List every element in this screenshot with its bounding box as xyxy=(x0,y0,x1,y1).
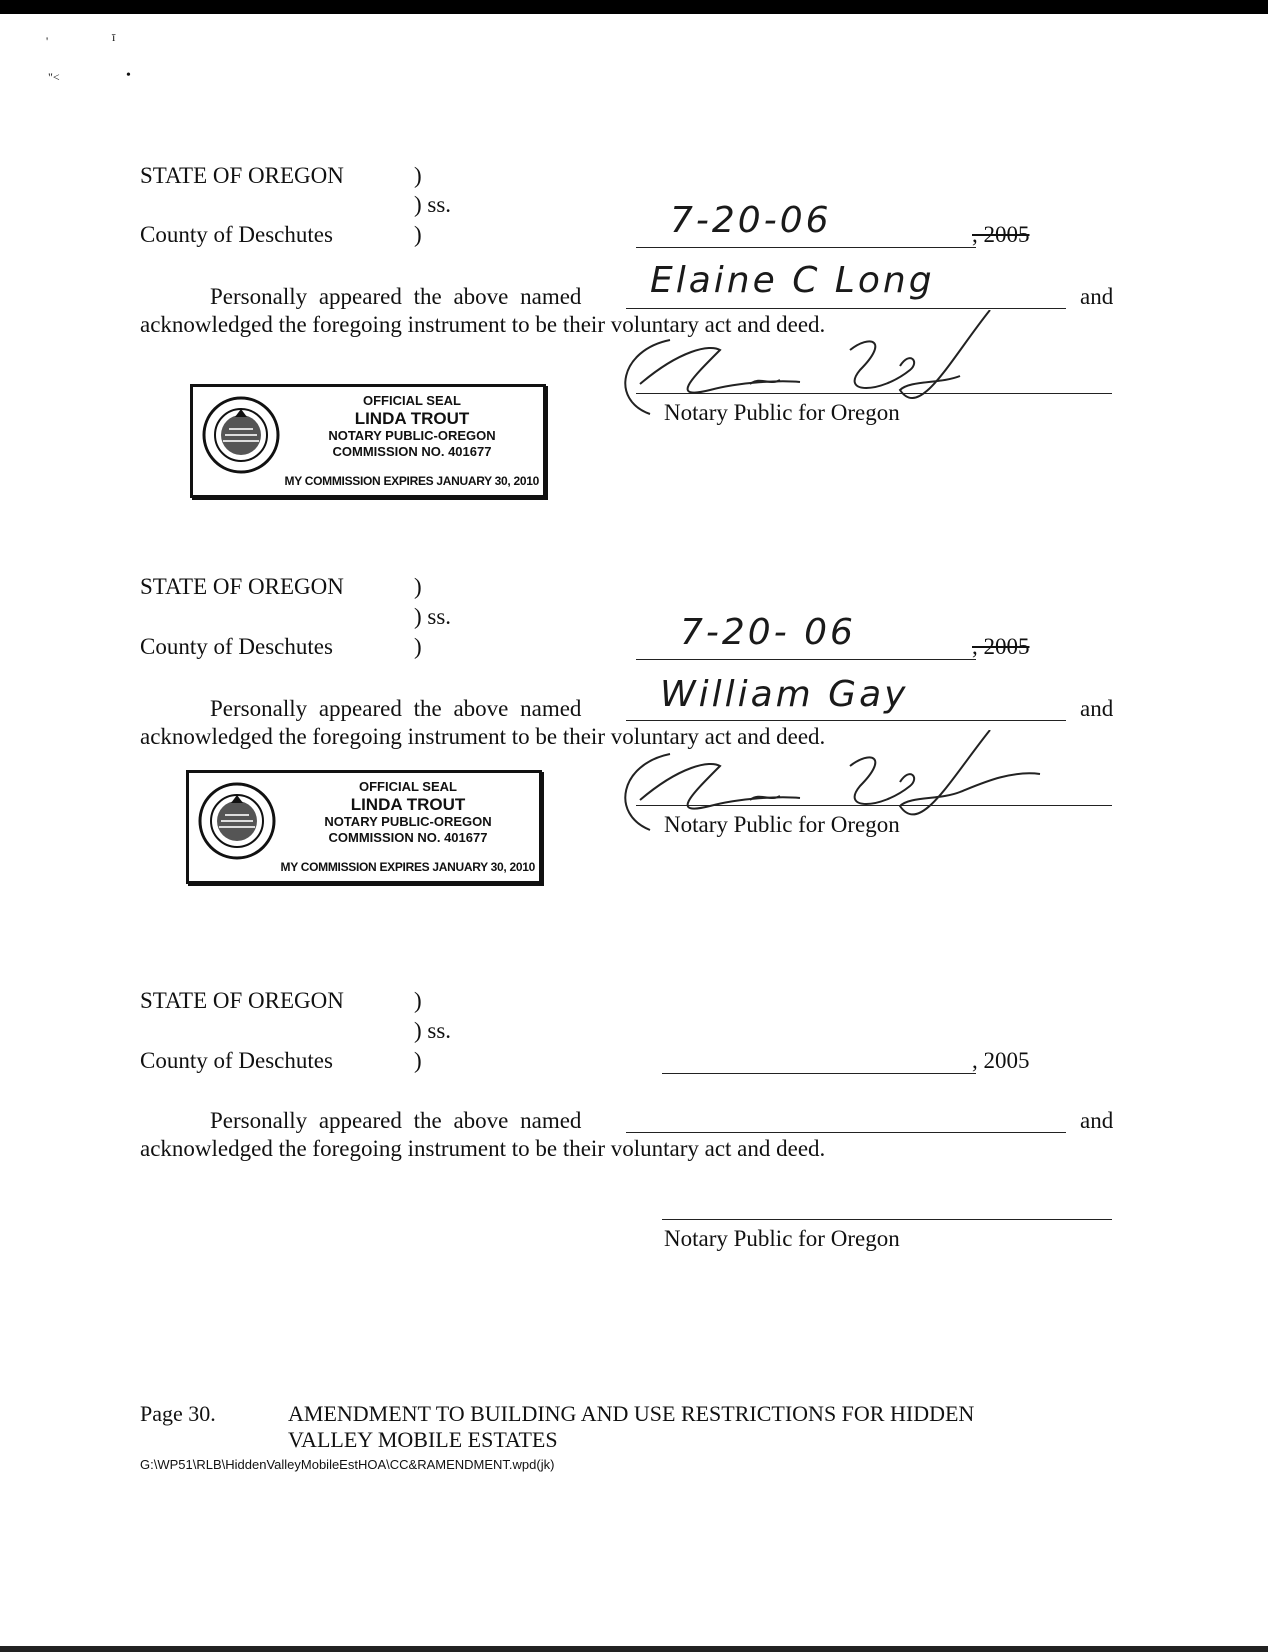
acknowledged-text: acknowledged the foregoing instrument to be their voluntary act and deed. xyxy=(140,1136,826,1161)
county-label: County of Deschutes xyxy=(140,1048,333,1073)
stray-mark: • xyxy=(126,68,131,83)
and-text: and xyxy=(1080,1108,1114,1133)
signature-line xyxy=(662,1219,1112,1220)
handwritten-name: William Gay xyxy=(660,674,909,715)
notary-label: Notary Public for Oregon xyxy=(664,400,900,425)
and-text: and xyxy=(1080,696,1114,721)
seal-line-commission: COMMISSION NO. 401677 xyxy=(332,444,492,459)
notary-seal-stamp xyxy=(186,770,542,884)
seal-line-expires: MY COMMISSION EXPIRES JANUARY 30, 2010 xyxy=(280,860,535,874)
and-text: and xyxy=(1080,284,1114,309)
paren: ) xyxy=(414,988,422,1013)
seal-line-title: NOTARY PUBLIC-OREGON xyxy=(324,814,492,829)
appeared-text: Personally appeared the above named xyxy=(210,1108,582,1133)
name-line xyxy=(626,308,1066,309)
appeared-text: Personally appeared the above named xyxy=(210,284,582,309)
appeared-text: Personally appeared the above named xyxy=(210,696,582,721)
state-label: STATE OF OREGON xyxy=(140,163,344,188)
acknowledged-text: acknowledged the foregoing instrument to be their voluntary act and deed. xyxy=(140,724,826,749)
seal-line-name: LINDA TROUT xyxy=(350,795,466,814)
file-path: G:\WP51\RLB\HiddenValleyMobileEstHOA\CC&RAMENDMENT.wpd(jk) xyxy=(140,1457,555,1472)
seal-line-official: OFFICIAL SEAL xyxy=(363,393,461,408)
handwritten-name: Elaine C Long xyxy=(650,260,935,301)
notary-seal-stamp xyxy=(190,384,546,498)
page-number: Page 30. xyxy=(140,1401,216,1426)
seal-line-official: OFFICIAL SEAL xyxy=(359,779,457,794)
signature-line xyxy=(636,805,1112,806)
handwritten-date: 7-20- 06 xyxy=(680,612,856,653)
county-label: County of Deschutes xyxy=(140,634,333,659)
ss-label: ) ss. xyxy=(414,192,452,217)
stray-mark: ī xyxy=(112,30,116,44)
scan-top-border xyxy=(0,0,1268,14)
scan-bottom-border xyxy=(0,1646,1268,1652)
document-title-line-1: AMENDMENT TO BUILDING AND USE RESTRICTIONS FOR HIDDEN xyxy=(288,1401,975,1426)
document-title-line-2: VALLEY MOBILE ESTATES xyxy=(288,1427,558,1452)
seal-line-expires: MY COMMISSION EXPIRES JANUARY 30, 2010 xyxy=(284,474,539,488)
signature-line xyxy=(636,393,1112,394)
ss-label: ) ss. xyxy=(414,1018,452,1043)
stray-mark: "< xyxy=(48,70,60,84)
year-label: , 2005 xyxy=(972,1048,1030,1073)
oregon-state-seal-icon xyxy=(201,395,281,475)
seal-line-commission: COMMISSION NO. 401677 xyxy=(328,830,488,845)
paren: ) xyxy=(414,1048,422,1073)
acknowledged-text: acknowledged the foregoing instrument to be their voluntary act and deed. xyxy=(140,312,826,337)
date-line xyxy=(636,659,976,660)
notary-label: Notary Public for Oregon xyxy=(664,1226,900,1251)
stray-mark: ' xyxy=(46,34,49,48)
year-struck: , 2005 xyxy=(972,222,1030,247)
year-struck: , 2005 xyxy=(972,634,1030,659)
paren: ) xyxy=(414,163,422,188)
state-label: STATE OF OREGON xyxy=(140,988,344,1013)
date-line xyxy=(636,247,976,248)
seal-line-title: NOTARY PUBLIC-OREGON xyxy=(328,428,496,443)
state-label: STATE OF OREGON xyxy=(140,574,344,599)
notary-label: Notary Public for Oregon xyxy=(664,812,900,837)
paren: ) xyxy=(414,574,422,599)
ss-label: ) ss. xyxy=(414,604,452,629)
date-line xyxy=(662,1073,976,1074)
name-line xyxy=(626,1132,1066,1133)
handwritten-date: 7-20-06 xyxy=(670,200,832,241)
name-line xyxy=(626,720,1066,721)
paren: ) xyxy=(414,222,422,247)
paren: ) xyxy=(414,634,422,659)
county-label: County of Deschutes xyxy=(140,222,333,247)
seal-line-name: LINDA TROUT xyxy=(354,409,470,428)
oregon-state-seal-icon xyxy=(197,781,277,861)
